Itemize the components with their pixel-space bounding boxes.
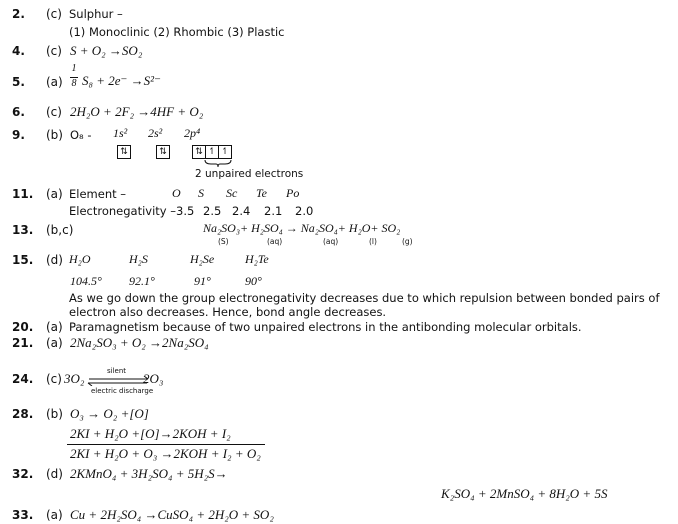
orbital-box: ⇅: [156, 145, 170, 159]
answer-option: (c): [46, 7, 62, 21]
explanation-text: electron also decreases. Hence, bond angle decreases.: [69, 305, 387, 319]
fraction-denominator: 8: [71, 78, 77, 89]
bond-angle: 92.1°: [129, 274, 155, 288]
answer-option: (d): [46, 467, 63, 481]
row-label: Element –: [69, 187, 127, 201]
answer-option: (a): [46, 75, 63, 89]
state-label: (aq): [323, 237, 339, 246]
equation-reactant: 3O₂: [64, 371, 85, 386]
answer-option: (d): [46, 253, 63, 267]
species-label: O₈ -: [70, 128, 92, 142]
answer-option: (c): [46, 105, 62, 119]
equation: 2KMnO₄ + 3H₂SO₄ + 5H₂S→: [70, 466, 228, 481]
condition-label: electric discharge: [91, 387, 154, 395]
orbital-box: ↿: [205, 145, 219, 159]
question-number: 2.: [12, 7, 25, 21]
answer-option: (a): [46, 336, 63, 350]
molecule: H₂S: [129, 252, 148, 266]
state-label: (l): [369, 237, 377, 246]
question-number: 11.: [12, 187, 34, 201]
electronegativity-value: 2.4: [232, 204, 251, 218]
question-number: 20.: [12, 320, 34, 334]
question-number: 28.: [12, 407, 34, 421]
question-number: 13.: [12, 223, 34, 237]
configuration: 1s²: [113, 126, 128, 140]
answer-option: (a): [46, 508, 63, 522]
fraction-numerator: 1: [71, 63, 77, 74]
brace-icon: [204, 159, 232, 168]
electronegativity-value: 2.1: [264, 204, 283, 218]
answer-option: (c): [46, 372, 62, 386]
molecule: H₂Se: [190, 252, 215, 266]
condition-label: silent: [107, 367, 127, 375]
equation: K₂SO₄ + 2MnSO₄ + 8H₂O + 5S: [441, 486, 608, 501]
configuration: 2p⁴: [184, 126, 201, 140]
question-number: 6.: [12, 105, 25, 119]
question-number: 9.: [12, 128, 25, 142]
element-symbol: O: [172, 186, 181, 200]
question-number: 21.: [12, 336, 34, 350]
answer-option: (b,c): [46, 223, 74, 237]
answer-option: (a): [46, 320, 63, 334]
equation: S₈ + 2e⁻ →S²⁻: [82, 73, 161, 88]
electronegativity-value: 2.0: [295, 204, 314, 218]
bond-angle: 91°: [194, 274, 211, 288]
answer-option: (a): [46, 187, 63, 201]
answer-text: Paramagnetism because of two unpaired electrons in the antibonding molecular orbitals.: [69, 320, 582, 334]
bond-angle: 104.5°: [70, 274, 102, 288]
answer-text: Sulphur –: [69, 7, 123, 21]
annotation: 2 unpaired electrons: [195, 168, 304, 180]
equation: 2KI + H₂O +[O]→2KOH + I₂: [70, 426, 231, 441]
answer-option: (b): [46, 407, 63, 421]
answer-text: (1) Monoclinic (2) Rhombic (3) Plastic: [69, 25, 285, 39]
element-symbol: Te: [256, 186, 267, 200]
equation: Cu + 2H₂SO₄ →CuSO₄ + 2H₂O + SO₂: [70, 507, 274, 522]
row-label: Electronegativity –: [69, 204, 177, 218]
equation: 2H₂O + 2F₂ →4HF + O₂: [70, 104, 204, 119]
explanation-text: As we go down the group electronegativity decreases due to which repulsion between bonded pairs of: [69, 291, 660, 305]
equilibrium-arrow-icon: [86, 376, 150, 386]
equation: Na₂SO₃+ H₂SO₄ → Na₂SO₄+ H₂O+ SO₂: [203, 221, 401, 235]
answer-option: (c): [46, 44, 62, 58]
question-number: 15.: [12, 253, 34, 267]
equation: 2Na₂SO₃ + O₂ →2Na₂SO₄: [70, 335, 209, 350]
electronegativity-value: 2.5: [203, 204, 222, 218]
element-symbol: Po: [286, 186, 300, 200]
equation: 2KI + H₂O + O₃ →2KOH + I₂ + O₂: [70, 446, 261, 461]
bond-angle: 90°: [245, 274, 262, 288]
equation: O₃ → O₂ +[O]: [70, 406, 149, 421]
orbital-box: ↿: [218, 145, 232, 159]
state-label: (g): [402, 237, 413, 246]
orbital-box: ⇅: [192, 145, 206, 159]
molecule: H₂O: [69, 252, 91, 266]
question-number: 24.: [12, 372, 34, 386]
question-number: 32.: [12, 467, 34, 481]
sum-rule: [67, 444, 265, 445]
equation-product: 2O₃: [143, 371, 164, 386]
question-number: 33.: [12, 508, 34, 522]
question-number: 5.: [12, 75, 25, 89]
equation: S + O₂ →SO₂: [70, 43, 143, 58]
configuration: 2s²: [148, 126, 163, 140]
element-symbol: S: [198, 186, 204, 200]
state-label: (aq): [267, 237, 283, 246]
state-label: (S): [218, 237, 229, 246]
answer-option: (b): [46, 128, 63, 142]
electronegativity-value: 3.5: [176, 204, 195, 218]
molecule: H₂Te: [245, 252, 269, 266]
question-number: 4.: [12, 44, 25, 58]
orbital-box: ⇅: [117, 145, 131, 159]
element-symbol: Sc: [226, 186, 238, 200]
